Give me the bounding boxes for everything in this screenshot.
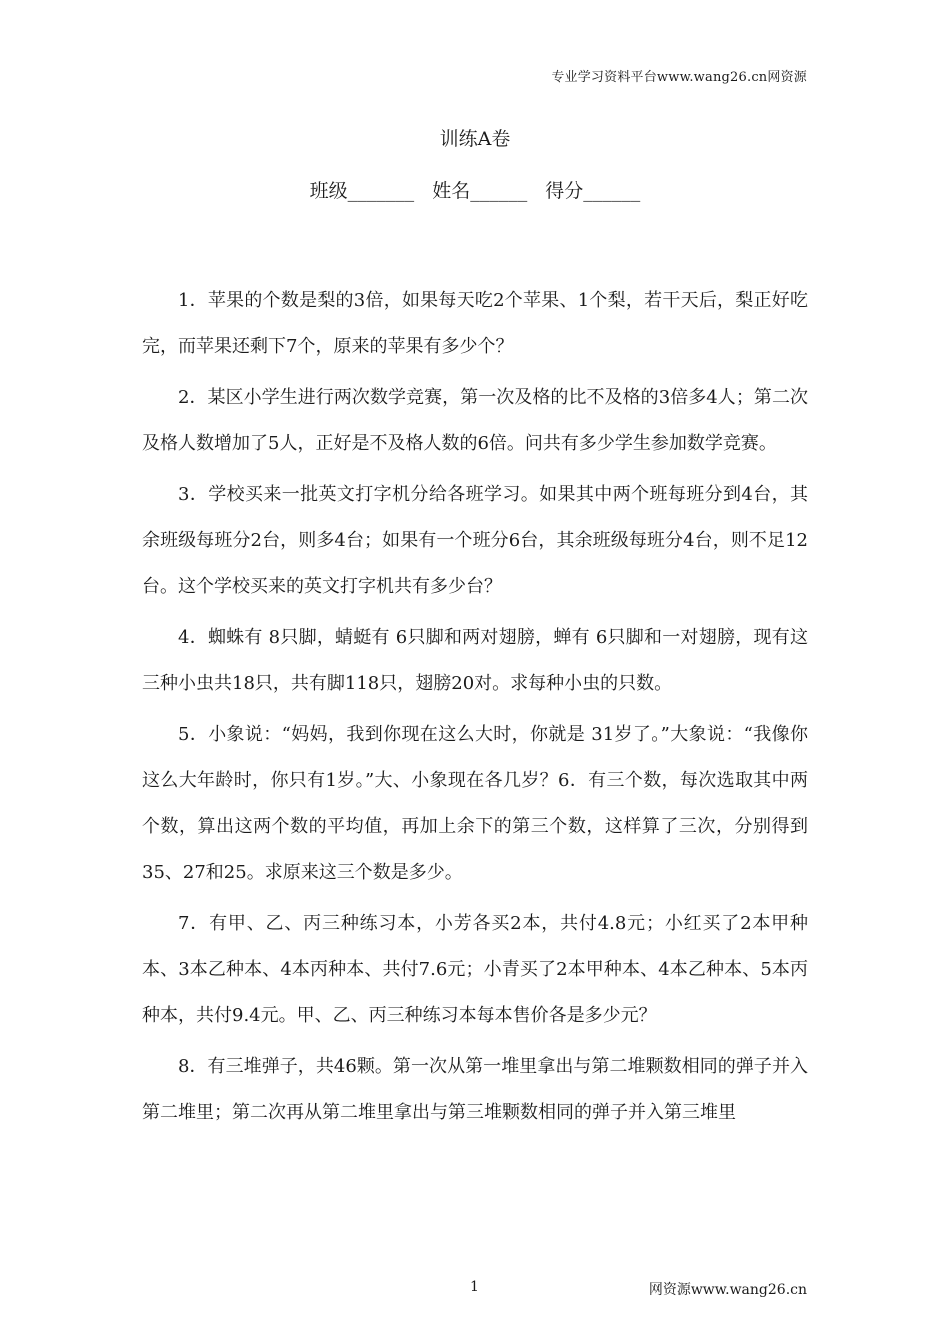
page-number: 1: [470, 1279, 479, 1295]
question-3: 3．学校买来一批英文打字机分给各班学习。如果其中两个班每班分到4台，其余班级每班分2台，则多4台；如果有一个班分6台，其余班级每班分4台，则不足12台。这个学校买来的英文打字机共有多少台？: [142, 484, 808, 597]
question-8: 8．有三堆弹子，共46颗。第一次从第一堆里拿出与第二堆颗数相同的弹子并入第二堆里；第二次再从第二堆里拿出与第三堆颗数相同的弹子并入第三堆里: [142, 1056, 808, 1123]
page-title: 训练A卷: [439, 128, 511, 150]
student-info-line: [0, 176, 950, 203]
class-field-label: 班级_______: [309, 180, 415, 202]
header-site-note: 专业学习资料平台www.wang26.cn网资源: [551, 70, 807, 85]
footer-site-note: 网资源www.wang26.cn: [648, 1282, 807, 1298]
question-2: 2．某区小学生进行两次数学竞赛，第一次及格的比不及格的3倍多4人；第二次及格人数增加了5人，正好是不及格人数的6倍。问共有多少学生参加数学竞赛。: [142, 387, 808, 454]
question-5-6: 5．小象说：“妈妈，我到你现在这么大时，你就是 31岁了。”大象说：“我像你这么大年龄时，你只有1岁。”大、小象现在各几岁？6．有三个数，每次选取其中两个数，算出这两个数的平均值，再加上余下的第三个数，这样算了三次，分别得到35、27和25。求原来这三个数是多少。: [142, 724, 808, 883]
question-1: 1．苹果的个数是梨的3倍，如果每天吃2个苹果、1个梨，若干天后，梨正好吃完，而苹果还剩下7个，原来的苹果有多少个？: [142, 290, 808, 357]
question-7: 7．有甲、乙、丙三种练习本，小芳各买2本，共付4.8元；小红买了2本甲种本、3本乙种本、4本丙种本、共付7.6元；小青买了2本甲种本、4本乙种本、5本丙种本，共付9.4元。甲、乙、丙三种练习本每本售价各是多少元？: [142, 913, 808, 1026]
question-list: [142, 278, 808, 1141]
name-field-label: 姓名______: [432, 180, 528, 202]
question-4: 4．蜘蛛有 8只脚，蜻蜓有 6只脚和两对翅膀，蝉有 6只脚和一对翅膀，现有这三种小虫共18只，共有脚118只，翅膀20对。求每种小虫的只数。: [142, 627, 808, 694]
score-field-label: 得分______: [545, 180, 641, 202]
